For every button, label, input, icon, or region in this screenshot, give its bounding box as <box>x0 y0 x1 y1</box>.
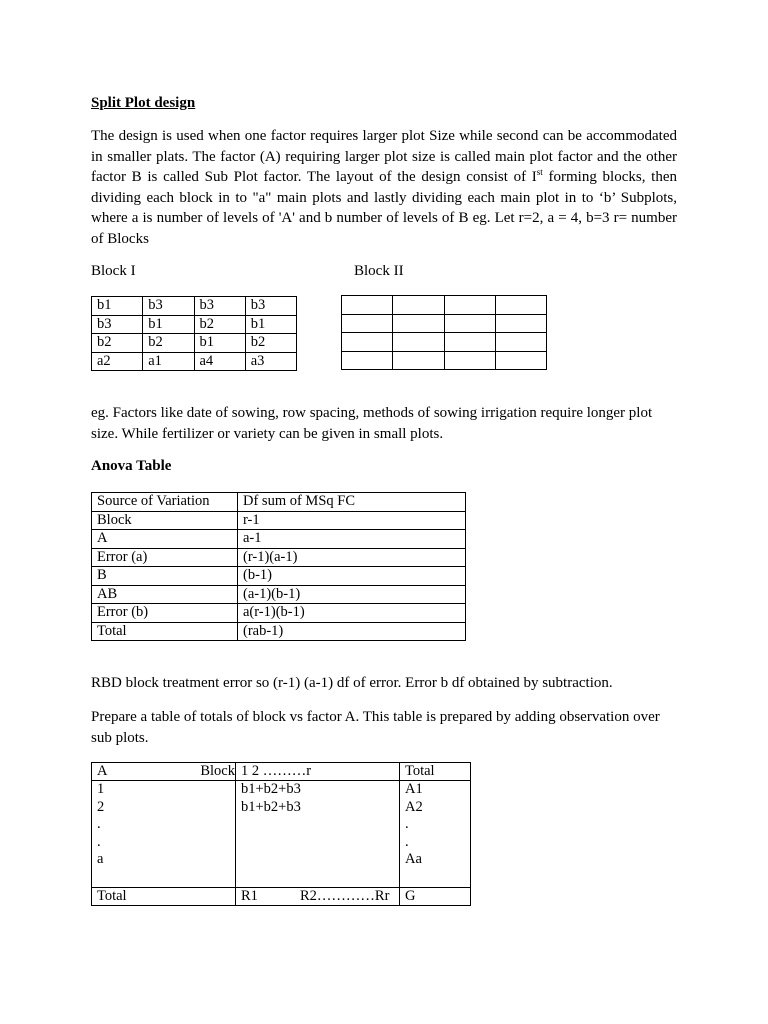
table-cell: b1 <box>245 315 296 334</box>
anova-table <box>91 492 466 641</box>
empty-cell <box>393 333 444 352</box>
block-value: b1+b2+b3 <box>241 798 301 815</box>
footer-label-cell: Total <box>92 888 236 906</box>
table-row <box>92 297 297 316</box>
table-cell: Error (b) <box>92 604 238 623</box>
table-row <box>92 781 471 888</box>
intro-paragraph <box>91 126 677 249</box>
empty-cell <box>444 351 495 370</box>
block-i-label: Block I <box>91 263 136 279</box>
table-row <box>92 511 466 530</box>
footer-grand-total-cell: G <box>400 888 471 906</box>
table-cell: (r-1)(a-1) <box>238 548 466 567</box>
page-title: Split Plot design <box>91 95 196 111</box>
header-cell: Df sum of MSq FC <box>238 493 466 512</box>
table-cell: a(r-1)(b-1) <box>238 604 466 623</box>
table-cell: Block <box>92 511 238 530</box>
block-value: b1+b2+b3 <box>241 781 301 797</box>
table-cell: (rab-1) <box>238 622 466 641</box>
table-cell: b1 <box>194 334 245 353</box>
table-row <box>342 351 547 370</box>
row-total: A1 <box>405 781 423 797</box>
intro-superscript: st <box>536 167 543 177</box>
table-cell: r-1 <box>238 511 466 530</box>
header-a-text: A <box>97 763 108 779</box>
rbd-paragraph: RBD block treatment error so (r-1) (a-1) df of error. Error b df obtained by subtraction. <box>91 675 613 691</box>
footer-block-totals-cell <box>236 888 400 906</box>
header-cell: Source of Variation <box>92 493 238 512</box>
empty-cell <box>495 314 546 333</box>
block-ii-table <box>341 295 547 370</box>
table-cell: b1 <box>92 297 143 316</box>
block-i-table <box>91 296 297 371</box>
example-paragraph: eg. Factors like date of sowing, row spacing, methods of sowing irrigation require longer plot size. While fertilizer or variety can be given in small plots. <box>91 405 653 442</box>
table-cell: B <box>92 567 238 586</box>
header-block-text: Block <box>200 763 235 779</box>
table-cell: a1 <box>143 352 194 371</box>
empty-cell <box>444 314 495 333</box>
intro-text-1: The design is used when one factor requires larger plot Size while second can be accommodated in smaller plats. The factor (A) requiring larger plot size is called main plot factor and the other factor B is called Sub Plot factor. The layout of the design consist of I <box>91 128 677 185</box>
table-row <box>92 530 466 549</box>
table-cell: a2 <box>92 352 143 371</box>
empty-cell <box>495 296 546 315</box>
table-cell: b3 <box>245 297 296 316</box>
header-cell-columns: 1 2 ………r <box>236 763 400 781</box>
header-cell-a <box>92 763 236 781</box>
empty-cell <box>342 314 393 333</box>
table-cell: (a-1)(b-1) <box>238 585 466 604</box>
table-cell: Error (a) <box>92 548 238 567</box>
empty-cell <box>393 296 444 315</box>
row-total: Aa <box>405 851 422 867</box>
table-row <box>92 548 466 567</box>
totals-table <box>91 762 471 906</box>
row-total: . <box>405 833 409 850</box>
footer-rr: R2…………Rr <box>300 888 390 904</box>
a-level: a <box>97 851 104 867</box>
table-row <box>92 567 466 586</box>
table-cell: b3 <box>92 315 143 334</box>
intro-text-2: forming blocks, then dividing each block in to "a" main plots and lastly dividing each main plot in to ‘b’ Subplots, where a is number of levels of 'A' and b number of levels of B eg. Let r=2, a = 4, b=3 r= number of Blocks <box>91 169 677 247</box>
block-values-cell <box>236 781 400 888</box>
a-levels-cell <box>92 781 236 888</box>
table-cell: Total <box>92 622 238 641</box>
table-header-row <box>92 763 471 781</box>
table-cell: b2 <box>194 315 245 334</box>
table-row <box>92 585 466 604</box>
table-cell: b2 <box>143 334 194 353</box>
row-total: . <box>405 816 409 832</box>
empty-cell <box>495 333 546 352</box>
table-cell: b2 <box>245 334 296 353</box>
empty-cell <box>393 351 444 370</box>
table-footer-row <box>92 888 471 906</box>
empty-cell <box>342 351 393 370</box>
table-cell: a-1 <box>238 530 466 549</box>
empty-cell <box>342 333 393 352</box>
empty-cell <box>444 333 495 352</box>
row-total: A2 <box>405 798 423 815</box>
footer-r1: R1 <box>241 888 258 904</box>
empty-cell <box>495 351 546 370</box>
a-level: . <box>97 833 101 850</box>
table-cell: a4 <box>194 352 245 371</box>
table-row <box>342 333 547 352</box>
table-row <box>92 315 297 334</box>
a-level: . <box>97 816 101 832</box>
prepare-paragraph: Prepare a table of totals of block vs factor A. This table is prepared by adding observation over sub plots. <box>91 709 660 746</box>
table-header-row <box>92 493 466 512</box>
header-cell-total: Total <box>400 763 471 781</box>
empty-cell <box>393 314 444 333</box>
table-cell: b1 <box>143 315 194 334</box>
table-row <box>92 604 466 623</box>
table-cell: a3 <box>245 352 296 371</box>
table-row <box>92 352 297 371</box>
table-cell: A <box>92 530 238 549</box>
table-cell: b3 <box>143 297 194 316</box>
row-totals-cell <box>400 781 471 888</box>
table-row <box>342 296 547 315</box>
table-cell: AB <box>92 585 238 604</box>
a-level: 2 <box>97 798 105 815</box>
table-row <box>92 334 297 353</box>
empty-cell <box>444 296 495 315</box>
empty-cell <box>342 296 393 315</box>
block-ii-label: Block II <box>354 263 404 279</box>
table-cell: b3 <box>194 297 245 316</box>
anova-heading: Anova Table <box>91 458 172 474</box>
table-cell: (b-1) <box>238 567 466 586</box>
table-cell: b2 <box>92 334 143 353</box>
table-row <box>92 622 466 641</box>
table-row <box>342 314 547 333</box>
a-level: 1 <box>97 781 105 797</box>
